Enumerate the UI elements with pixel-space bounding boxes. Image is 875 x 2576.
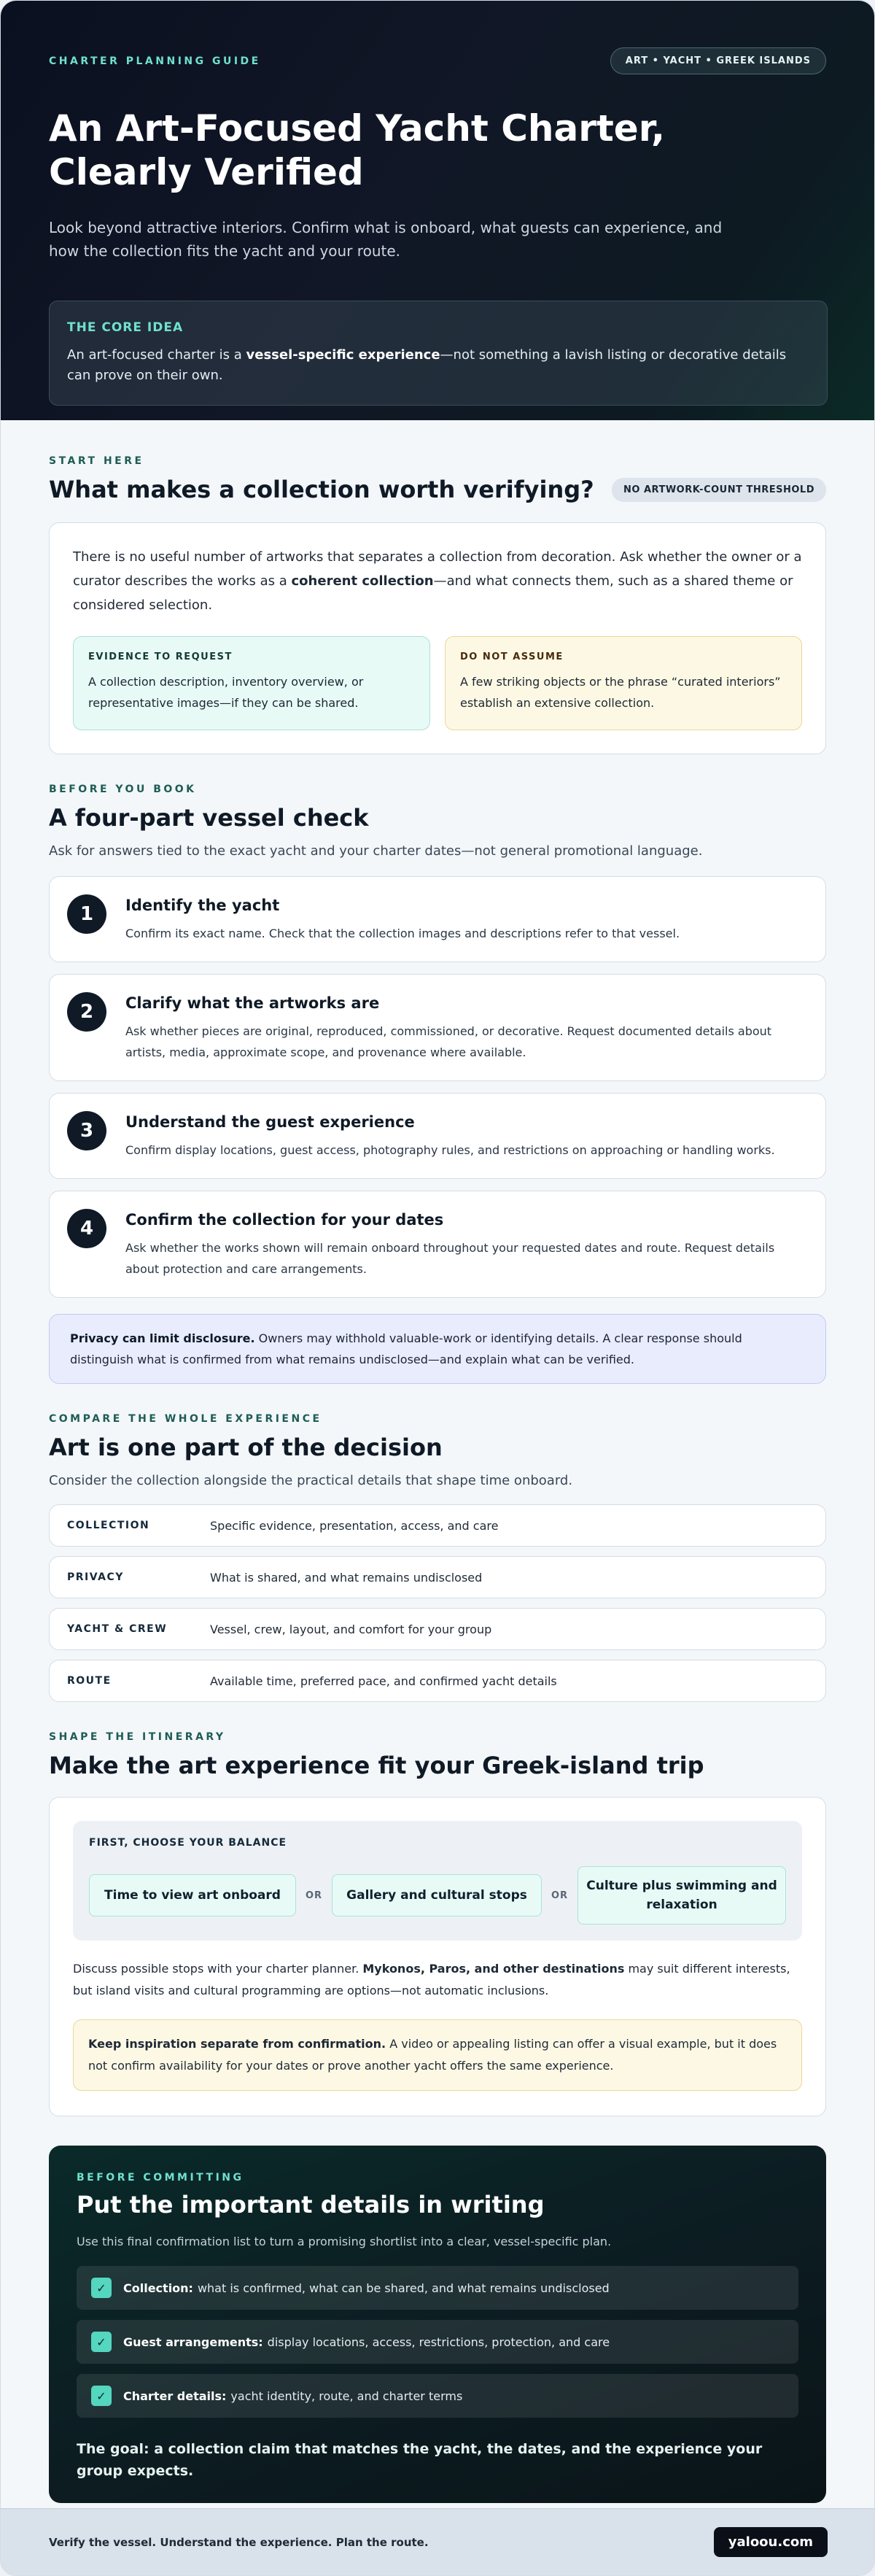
content: [1, 420, 874, 2503]
itinerary-desc-pre: Discuss possible stops with your charter planner.: [73, 1962, 363, 1976]
section2-title: A four-part vessel check: [49, 804, 369, 832]
checklist-text: what is confirmed, what can be shared, and what remains undisclosed: [197, 2281, 610, 2295]
balance-options: [89, 1866, 786, 1925]
hero: [1, 1, 874, 420]
compare-row: [49, 1504, 826, 1547]
evidence-text: A collection description, inventory overview, or representative images—if they can be shared.: [88, 675, 364, 710]
verify-body: [73, 545, 802, 617]
step-body: [125, 992, 808, 1063]
checklist-item: [77, 2320, 798, 2364]
step-title: Clarify what the artworks are: [125, 994, 380, 1012]
assume-text: A few striking objects or the phrase “curated interiors” establish an extensive collection.: [460, 675, 781, 710]
compare-row: [49, 1660, 826, 1702]
compare-key: ROUTE: [67, 1675, 112, 1687]
compare-value: Specific evidence, presentation, access, and care: [210, 1518, 499, 1533]
privacy-note-text: Owners may withhold valuable-work or identifying details. A clear response should distinguish what is confirmed from what remains undisclosed—and explain what can be verified.: [70, 1331, 742, 1366]
page-title-line2: Clearly Verified: [49, 151, 364, 193]
step-body: [125, 894, 680, 944]
step-body: [125, 1111, 775, 1161]
checkmark-icon: ✓: [91, 2332, 112, 2352]
section5-title: Put the important details in writing: [77, 2191, 545, 2219]
compare-row: [49, 1556, 826, 1598]
step-body: [125, 1209, 808, 1280]
step-number: 4: [67, 1209, 106, 1248]
brand-link[interactable]: yaloou.com: [714, 2527, 828, 2557]
privacy-note-bold: Privacy can limit disclosure.: [70, 1331, 255, 1345]
step-item: [49, 1093, 826, 1179]
balance-panel: [73, 1821, 802, 1941]
core-idea-box: [49, 301, 828, 406]
section1-eyebrow: START HERE: [49, 455, 144, 467]
page-title-line1: An Art-Focused Yacht Charter,: [49, 107, 665, 150]
evidence-label: EVIDENCE TO REQUEST: [88, 651, 233, 662]
compare-row: [49, 1608, 826, 1650]
step-title: Understand the guest experience: [125, 1113, 415, 1131]
checklist-label: Guest arrangements:: [123, 2335, 263, 2349]
verify-body-post: —and what connects them, such as a shared theme or considered selection.: [73, 573, 793, 613]
compare-key: COLLECTION: [67, 1520, 150, 1531]
hero-top: [49, 47, 826, 74]
section2-eyebrow: BEFORE YOU BOOK: [49, 784, 197, 795]
compare-value: Vessel, crew, layout, and comfort for your group: [210, 1622, 492, 1636]
page-title: [49, 107, 705, 194]
step-item: [49, 1191, 826, 1298]
checklist-item: [77, 2266, 798, 2310]
checklist-item: [77, 2374, 798, 2418]
core-idea-pre: An art-focused charter is a: [67, 347, 246, 363]
final-checklist-panel: [49, 2146, 826, 2503]
step-item: [49, 876, 826, 962]
checklist-label: Charter details:: [123, 2389, 227, 2403]
checklist-text: yacht identity, route, and charter terms: [230, 2389, 463, 2403]
checklist-text: display locations, access, restrictions, protection, and care: [267, 2335, 610, 2349]
step-text: Confirm its exact name. Check that the collection images and descriptions refer to that vessel.: [125, 927, 680, 940]
compare-key: PRIVACY: [67, 1571, 124, 1583]
section-vessel-check: [49, 754, 826, 1384]
section2-subtitle: Ask for answers tied to the exact yacht and your charter dates—not general promotional language.: [49, 843, 703, 859]
itinerary-desc-bold: Mykonos, Paros, and other destinations: [362, 1962, 625, 1976]
step-list: [49, 876, 826, 1298]
section-compare: [49, 1384, 826, 1702]
section4-eyebrow: SHAPE THE ITINERARY: [49, 1731, 226, 1743]
compare-value: Available time, preferred pace, and confirmed yacht details: [210, 1674, 557, 1688]
privacy-note: [49, 1314, 826, 1384]
threshold-badge: NO ARTWORK-COUNT THRESHOLD: [612, 478, 826, 502]
checkmark-icon: ✓: [91, 2386, 112, 2406]
verify-body-pre: There is no useful number of artworks that separates a collection from decoration. Ask whether the owner or a curator describes the works as a: [73, 549, 802, 589]
verify-boxes: [73, 636, 802, 730]
option-culture-swim-line1: Culture plus swimming and: [586, 1879, 777, 1893]
option-gallery-stops: Gallery and cultural stops: [332, 1874, 542, 1916]
step-text: Ask whether pieces are original, reproduced, commissioned, or decorative. Request documented details about artists, media, approximate scope, and provenance where available.: [125, 1024, 772, 1059]
section5-eyebrow: BEFORE COMMITTING: [77, 2172, 244, 2184]
compare-value: What is shared, and what remains undisclosed: [210, 1570, 483, 1585]
step-number: 2: [67, 992, 106, 1032]
step-title: Confirm the collection for your dates: [125, 1211, 444, 1229]
footer: [1, 2508, 875, 2575]
checkmark-icon: ✓: [91, 2278, 112, 2298]
hero-lede: Look beyond attractive interiors. Confirm what is onboard, what guests can experience, and how the collection fits the yacht and your route.: [49, 219, 723, 260]
step-text: Confirm display locations, guest access, photography rules, and restrictions on approaching or handling works.: [125, 1143, 775, 1157]
itinerary-card: [49, 1797, 826, 2116]
step-item: [49, 974, 826, 1081]
section1-title: What makes a collection worth verifying?: [49, 476, 594, 503]
inspiration-note-text: A video or appealing listing can offer a visual example, but it does not confirm availability for your dates or prove another yacht offers the same experience.: [88, 2037, 777, 2073]
section3-subtitle: Consider the collection alongside the practical details that shape time onboard.: [49, 1473, 573, 1488]
itinerary-desc: [73, 1958, 802, 2002]
compare-key: YACHT & CREW: [67, 1623, 168, 1635]
inspiration-note: [73, 2019, 802, 2091]
option-culture-swim: [578, 1866, 786, 1925]
or-separator: OR: [551, 1890, 569, 1901]
option-view-art: Time to view art onboard: [89, 1874, 296, 1916]
option-culture-swim-line2: relaxation: [646, 1898, 718, 1912]
balance-label: FIRST, CHOOSE YOUR BALANCE: [89, 1837, 287, 1849]
section-writing: [49, 2116, 826, 2503]
core-idea-bold: vessel-specific experience: [246, 347, 440, 363]
step-title: Identify the yacht: [125, 897, 280, 914]
core-idea-label: THE CORE IDEA: [67, 320, 184, 335]
hero-tag: ART • YACHT • GREEK ISLANDS: [610, 47, 826, 74]
section-verify: [49, 420, 826, 754]
section3-title: Art is one part of the decision: [49, 1434, 443, 1461]
step-text: Ask whether the works shown will remain onboard throughout your requested dates and route. Request details about protection and care arrangements.: [125, 1241, 775, 1276]
section1-head: [49, 476, 826, 503]
verify-card: [49, 522, 826, 754]
verify-body-bold: coherent collection: [291, 573, 434, 589]
evidence-box: [73, 636, 430, 730]
goal-statement: The goal: a collection claim that matches the yacht, the dates, and the experience your group expects.: [77, 2441, 763, 2479]
footer-tagline: Verify the vessel. Understand the experience. Plan the route.: [49, 2535, 429, 2549]
itinerary-desc-post: may suit different interests, but island visits and cultural programming are options—not automatic inclusions.: [73, 1962, 790, 1997]
assume-label: DO NOT ASSUME: [460, 651, 564, 662]
section3-eyebrow: COMPARE THE WHOLE EXPERIENCE: [49, 1413, 322, 1425]
assume-box: [445, 636, 802, 730]
step-number: 1: [67, 894, 106, 934]
section4-title: Make the art experience fit your Greek-island trip: [49, 1752, 704, 1779]
section-itinerary: [49, 1702, 826, 2116]
core-idea-text: [67, 345, 809, 386]
or-separator: OR: [305, 1890, 323, 1901]
core-idea-post: —not something a lavish listing or decorative details can prove on their own.: [67, 347, 787, 383]
inspiration-note-bold: Keep inspiration separate from confirmation.: [88, 2037, 386, 2051]
hero-eyebrow: CHARTER PLANNING GUIDE: [49, 55, 261, 67]
checklist-label: Collection:: [123, 2281, 193, 2295]
step-number: 3: [67, 1111, 106, 1150]
section5-subtitle: Use this final confirmation list to turn a promising shortlist into a clear, vessel-specific plan.: [77, 2235, 612, 2248]
